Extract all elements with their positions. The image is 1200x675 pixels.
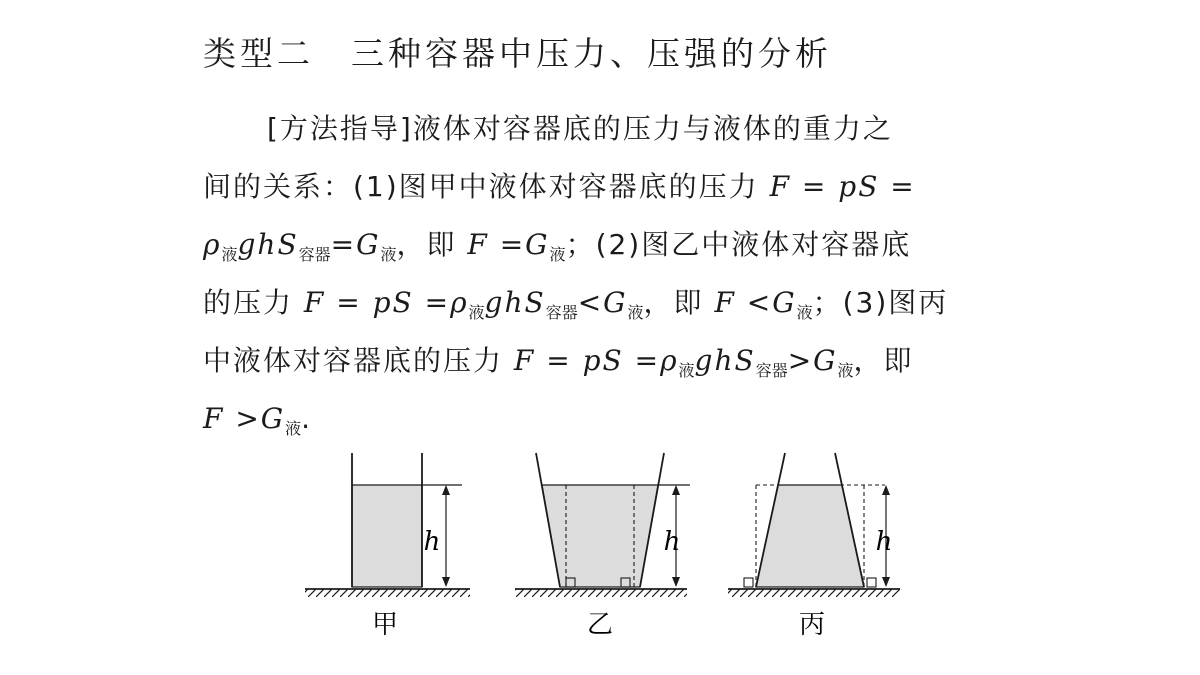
subscript: 液 [468, 303, 485, 322]
subscript: 液 [549, 245, 566, 264]
figure-jia [305, 453, 470, 640]
arrowhead-up-bing [882, 485, 890, 495]
figure-bing [728, 453, 900, 640]
subscript: 液 [380, 245, 397, 264]
right-angle-left-bing [744, 578, 753, 587]
formula-run: F =G [467, 228, 550, 261]
right-angle-right-bing [867, 578, 876, 587]
text-run: ，即 [396, 228, 468, 261]
text-run: . [301, 402, 313, 435]
formula-run: F >G [203, 402, 286, 435]
formula-run: ρ [203, 228, 222, 261]
text-run: ；(2)图乙中液体对容器底 [565, 228, 912, 261]
subscript: 容器 [298, 245, 331, 264]
formula-run: F <G [714, 286, 797, 319]
subscript: 液 [678, 361, 695, 380]
formula-run: >G [787, 344, 838, 377]
h-label-jia: h [423, 527, 441, 557]
subscript: 液 [221, 245, 238, 264]
paragraph-line-6 [203, 390, 1013, 448]
formula-run: ghS [694, 344, 756, 377]
section-title: 类型二 三种容器中压力、压强的分析 [203, 34, 832, 73]
formula-run: F = pS = [769, 170, 916, 203]
h-label-bing: h [875, 527, 893, 557]
arrowhead-down-yi [672, 577, 680, 587]
ground-hatch-yi [515, 589, 687, 597]
formula-run: F = pS =ρ [303, 286, 469, 319]
method-guidance-paragraph [203, 100, 1013, 448]
formula-run: <G [577, 286, 628, 319]
paragraph-line-1 [203, 100, 1013, 158]
liquid-yi [542, 485, 658, 587]
h-label-yi: h [663, 527, 681, 557]
label-bing: 丙 [798, 610, 826, 640]
subscript: 液 [796, 303, 813, 322]
text-run: 间的关系：(1)图甲中液体对容器底的压力 [203, 170, 770, 203]
text-run: ；(3)图丙 [812, 286, 949, 319]
subscript: 容器 [755, 361, 788, 380]
container-figures [300, 445, 920, 650]
text-run: ，即 [643, 286, 715, 319]
liquid-jia [352, 485, 422, 587]
subscript: 液 [285, 419, 302, 438]
paragraph-line-3 [203, 216, 1013, 274]
containers-diagram [300, 445, 920, 650]
arrowhead-up-jia [442, 485, 450, 495]
paragraph-line-4 [203, 274, 1013, 332]
subscript: 容器 [545, 303, 578, 322]
label-yi: 乙 [586, 610, 614, 640]
formula-run: F = pS =ρ [513, 344, 679, 377]
text-run: 的压力 [203, 286, 304, 319]
ground-hatch-bing [728, 589, 900, 597]
subscript: 液 [627, 303, 644, 322]
figure-yi [515, 453, 690, 640]
paragraph-line-2 [203, 158, 1013, 216]
formula-run: ghS [237, 228, 299, 261]
label-jia: 甲 [371, 610, 399, 640]
subscript: 液 [837, 361, 854, 380]
formula-run: ghS [484, 286, 546, 319]
text-run: [方法指导]液体对容器底的压力与液体的重力之 [267, 112, 893, 145]
arrowhead-down-bing [882, 577, 890, 587]
text-run: 中液体对容器底的压力 [203, 344, 514, 377]
arrowhead-up-yi [672, 485, 680, 495]
arrowhead-down-jia [442, 577, 450, 587]
ground-hatch-jia [305, 589, 470, 597]
paragraph-line-5 [203, 332, 1013, 390]
liquid-bing [756, 485, 864, 587]
text-run: ，即 [853, 344, 914, 377]
formula-run: =G [330, 228, 381, 261]
